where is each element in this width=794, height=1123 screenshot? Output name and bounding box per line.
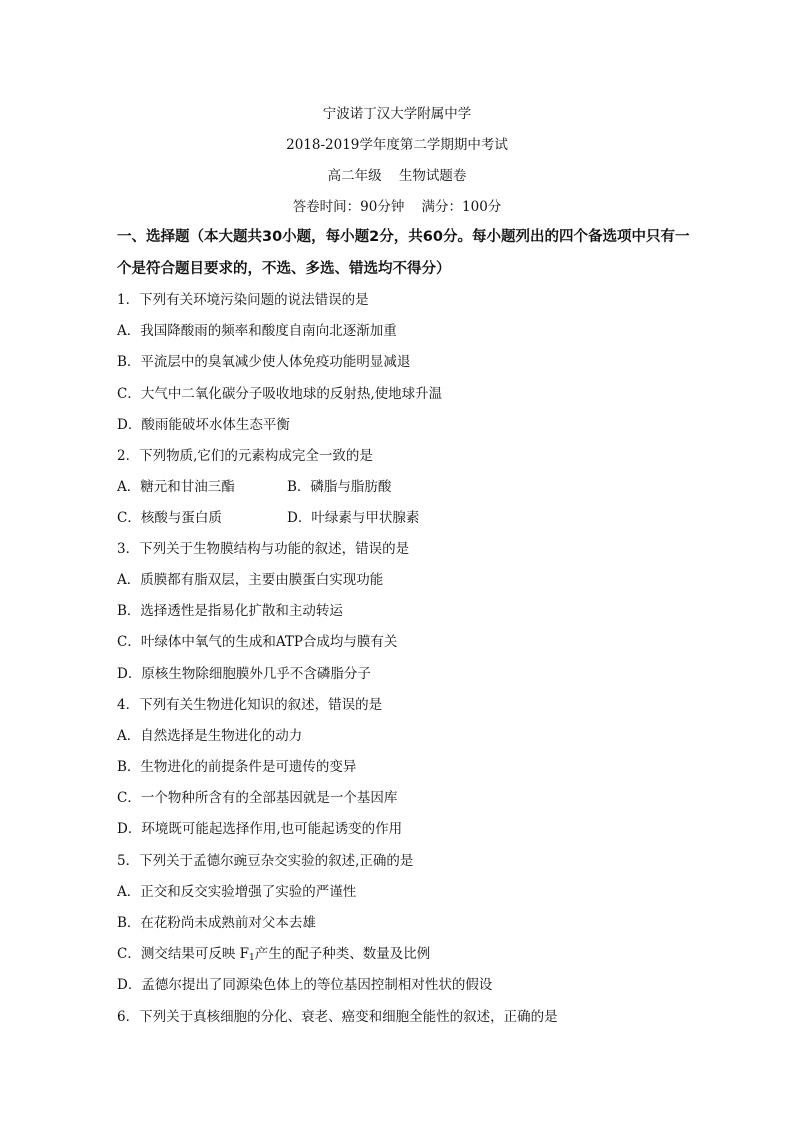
grade-subject: 高二年级 生物试题卷 (327, 168, 467, 184)
question-1-stem: 1．下列有关环境污染问题的说法错误的是 (117, 292, 369, 308)
question-2-option-c: C．核酸与蛋白质 (117, 510, 222, 526)
question-5-option-c-text: C．测交结果可反映 F (117, 946, 249, 962)
question-5-stem: 5．下列关于孟德尔豌豆杂交实验的叙述,正确的是 (117, 853, 414, 869)
question-1-option-d: D．酸雨能破坏水体生态平衡 (117, 417, 290, 433)
time-score: 答卷时间：90分钟 满分：100分 (292, 199, 502, 215)
question-2-stem: 2．下列物质,它们的元素构成完全一致的是 (117, 448, 373, 464)
question-1-option-a: A．我国降酸雨的频率和酸度自南向北逐渐加重 (117, 323, 397, 339)
question-3-option-b: B．选择透性是指易化扩散和主动转运 (117, 603, 343, 619)
question-4-option-d: D．环境既可能起选择作用,也可能起诱变的作用 (117, 821, 403, 837)
question-2-option-b: B．磷脂与脂肪酸 (287, 479, 392, 495)
question-3-option-c: C．叶绿体中氧气的生成和ATP合成均与膜有关 (117, 634, 398, 650)
question-5-option-b: B．在花粉尚未成熟前对父本去雄 (117, 915, 316, 931)
question-3-option-a: A．质膜都有脂双层，主要由膜蛋白实现功能 (117, 572, 384, 588)
question-4-option-c: C．一个物种所含有的全部基因就是一个基因库 (117, 790, 398, 806)
question-1-option-b: B．平流层中的臭氧减少使人体免疫功能明显减退 (117, 354, 411, 370)
question-5-option-c (117, 944, 430, 968)
question-2-option-a: A．糖元和甘油三酯 (117, 479, 235, 495)
question-4-option-a: A．自然选择是生物进化的动力 (117, 728, 303, 744)
question-4-stem: 4．下列有关生物进化知识的叙述，错误的是 (117, 697, 383, 713)
question-6-stem: 6．下列关于真核细胞的分化、衰老、癌变和细胞全能性的叙述，正确的是 (117, 1009, 558, 1025)
question-5-option-a: A．正交和反交实验增强了实验的严谨性 (117, 884, 357, 900)
question-2-option-d: D．叶绿素与甲状腺素 (287, 510, 420, 526)
question-4-option-b: B．生物进化的前提条件是可遗传的变异 (117, 759, 357, 775)
section-heading-line2: 个是符合题目要求的，不选、多选、错选均不得分） (117, 261, 451, 277)
question-1-option-c: C．大气中二氧化碳分子吸收地球的反射热,使地球升温 (117, 386, 443, 402)
question-5-option-d: D．孟德尔提出了同源染色体上的等位基因控制相对性状的假设 (117, 977, 493, 993)
subscript-1: 1 (249, 953, 255, 963)
section-heading-line1: 一、选择题（本大题共30小题，每小题2分，共60分。每小题列出的四个备选项中只有一 (117, 229, 690, 245)
school-name: 宁波诺丁汉大学附属中学 (322, 106, 472, 122)
question-3-option-d: D．原核生物除细胞膜外几乎不含磷脂分子 (117, 666, 371, 682)
question-5-option-c-text-end: 产生的配子种类、数量及比例 (254, 946, 431, 962)
question-3-stem: 3．下列关于生物膜结构与功能的叙述，错误的是 (117, 541, 410, 557)
exam-title: 2018-2019学年度第二学期期中考试 (286, 137, 508, 153)
